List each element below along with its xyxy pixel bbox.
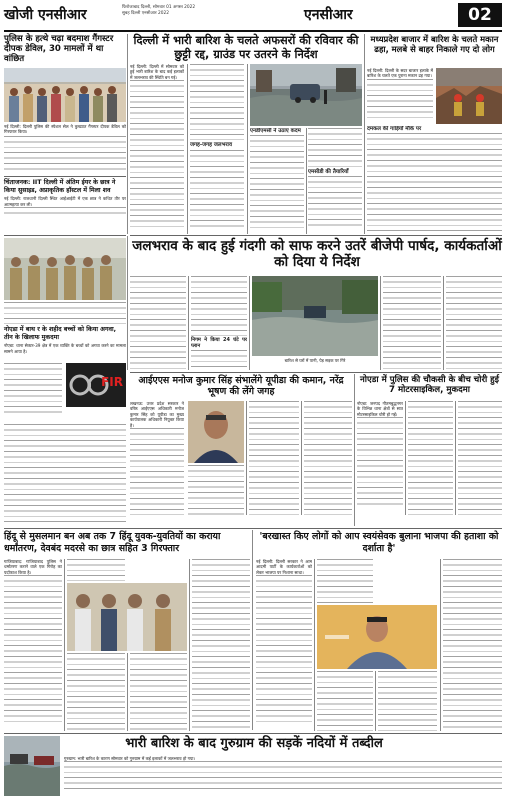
center-subhead: जगह-जगह जलभराव bbox=[190, 142, 232, 148]
center-col-3 bbox=[250, 128, 304, 234]
body-text-lines bbox=[190, 150, 244, 230]
column-rule bbox=[301, 401, 302, 515]
body-text-lines bbox=[190, 64, 244, 140]
separator bbox=[4, 235, 126, 236]
column-rule bbox=[443, 276, 444, 370]
right-top-story bbox=[367, 34, 502, 234]
flooded-road-graphic bbox=[250, 64, 362, 126]
garbage-cleanup-photo bbox=[252, 276, 378, 356]
speaker-at-podium-graphic bbox=[317, 605, 437, 669]
mid-col-2 bbox=[191, 276, 247, 370]
center-subhead-2: एनडीएमसी ने उठाए कदम bbox=[250, 128, 301, 134]
body-text-lines bbox=[443, 559, 502, 731]
aap-headline: 'बरखास्त किए लोगों को आप स्वयंसेवक बुलाना भाजपा की हताशा को दर्शाता है' bbox=[259, 531, 499, 554]
bike-theft-headline: नोएडा में पुलिस की चौकसी के बीच चोरी हुई 7 मोटरसाइकिल, मुकदमा bbox=[360, 375, 499, 396]
gurugram-lead: गुरुग्राम: भारी बारिश के कारण सोमवार को गुरुग्राम में कई इलाकों में जलभराव हो गया। bbox=[64, 756, 196, 761]
body-text-lines bbox=[357, 417, 403, 507]
body-text-lines bbox=[4, 363, 62, 415]
ias-col-4 bbox=[304, 401, 352, 515]
body-text-lines bbox=[4, 302, 126, 324]
aap-lead: नई दिल्ली: दिल्ली सरकार ने आम आदमी पार्टी के कार्यकर्ताओं को लेकर भाजपा पर निशाना साधा। bbox=[256, 559, 312, 575]
center-top-lead: नई दिल्ली: दिल्ली में सोमवार को हुई भारी बारिश के बाद कई इलाकों में जलभराव की स्थिति बन गई। bbox=[130, 64, 184, 80]
right-top-subhead: दमकल की गाड़ियाँ मौके पर bbox=[367, 126, 422, 132]
body-text-lines bbox=[130, 80, 184, 230]
masthead bbox=[4, 3, 502, 29]
column-rule bbox=[354, 374, 355, 526]
ias-headline: आईएएस मनोज कुमार सिंह संभालेंगे यूपीडा की कमान, नरेंद्र भूषण की लेंगे जगह bbox=[138, 375, 344, 398]
column-rule bbox=[455, 401, 456, 515]
ias-col-1 bbox=[130, 401, 184, 515]
bike-col-2 bbox=[408, 401, 453, 515]
body-text-lines bbox=[317, 671, 373, 731]
aap-col-4 bbox=[443, 559, 502, 731]
left-mid-headline: चिंताजनक: IIT दिल्ली में अंतिम ईयर के छात्र ने किया सुसाइड, अप्राकृतिक हॉस्टल में मिला शव bbox=[4, 179, 116, 194]
accused-photo bbox=[67, 583, 187, 651]
body-text-lines bbox=[130, 428, 184, 515]
police-officers-graphic bbox=[4, 238, 126, 300]
body-text-lines bbox=[304, 401, 352, 515]
section-title: एनसीआर bbox=[304, 7, 353, 23]
flood-street-photo bbox=[250, 64, 362, 126]
ias-col-2 bbox=[188, 465, 244, 515]
issue-meta bbox=[122, 5, 242, 17]
left-bottom-intro bbox=[4, 302, 126, 324]
body-text-lines bbox=[130, 276, 186, 370]
fir-handcuff-graphic bbox=[66, 363, 126, 407]
mid-band-story bbox=[132, 238, 502, 271]
conversion-headline: हिंदू से मुसलमान बन अब तक 7 हिंदू युवक-युवतियों का कराया धर्मांतरण, देवबंद मदरसे का छात्र सहित 3 गिरफ्तार bbox=[4, 531, 221, 554]
aap-story bbox=[256, 531, 502, 731]
right-top-lead: नई दिल्ली: दिल्ली के सदर बाजार इलाके में बारिश के चलते एक पुराना मकान ढह गया। bbox=[367, 68, 433, 79]
center-col-2 bbox=[190, 64, 244, 234]
brand-logo: खोजी एनसीआर bbox=[4, 3, 116, 27]
column-rule bbox=[440, 559, 441, 731]
police-group-photo bbox=[4, 238, 126, 300]
mid-photo-caption: बारिश से घरों में पानी, पेड़ सड़क पर गिरे bbox=[284, 358, 346, 363]
bike-theft-story bbox=[357, 375, 502, 525]
body-text-lines bbox=[317, 559, 373, 603]
body-text-lines bbox=[256, 575, 312, 725]
column-rule bbox=[247, 64, 248, 234]
body-text-lines bbox=[67, 559, 125, 581]
portrait-photo bbox=[188, 401, 244, 463]
conversion-lead: गाजियाबाद: गाजियाबाद पुलिस ने धर्मांतरण कराने वाले एक गिरोह का पर्दाफाश किया है। bbox=[4, 559, 62, 575]
waterlogged-street-graphic bbox=[252, 276, 378, 356]
gurugram-body bbox=[64, 756, 502, 796]
body-text-lines bbox=[130, 653, 187, 731]
column-rule bbox=[127, 653, 128, 731]
left-mid-lead: नई दिल्ली: राजधानी दिल्ली स्थित आईआईटी में एक छात्र ने कथित तौर पर आत्महत्या कर ली। bbox=[4, 196, 126, 207]
body-text-lines bbox=[4, 424, 126, 526]
separator bbox=[130, 372, 502, 373]
ias-col-3 bbox=[249, 401, 299, 515]
left-bottom-lower bbox=[4, 363, 126, 415]
aap-col-2 bbox=[317, 671, 373, 731]
column-rule bbox=[306, 128, 307, 234]
mid-col-4 bbox=[383, 276, 441, 370]
issue-date-line: फिरोजाबाद दिल्ली, सोमवार 01 अगस्त 2022 bbox=[122, 5, 196, 10]
mid-band-subhead: निगम ने किया 24 घंटे पर प्लान bbox=[191, 337, 247, 349]
column-rule bbox=[189, 559, 190, 731]
column-rule bbox=[127, 34, 128, 234]
body-text-lines bbox=[4, 575, 62, 725]
bike-col-1 bbox=[357, 401, 403, 515]
body-text-lines bbox=[446, 276, 502, 370]
mid-band-body bbox=[130, 276, 502, 370]
body-text-lines bbox=[458, 401, 502, 515]
column-rule bbox=[246, 401, 247, 515]
body-text-lines bbox=[308, 176, 362, 230]
left-mid-story bbox=[4, 179, 126, 233]
separator bbox=[4, 733, 502, 734]
separator bbox=[4, 176, 126, 177]
fir-label: FIR bbox=[101, 375, 123, 390]
body-text-lines bbox=[64, 761, 502, 793]
politician-photo bbox=[317, 605, 437, 669]
collapse-rescue-photo bbox=[436, 68, 502, 124]
body-text-lines bbox=[250, 135, 304, 231]
bike-col-3 bbox=[458, 401, 502, 515]
ias-story bbox=[130, 375, 352, 525]
group-photo-graphic bbox=[4, 68, 126, 122]
flooded-vehicles-graphic bbox=[4, 736, 60, 796]
body-text-lines bbox=[378, 671, 437, 731]
mid-band-headline: जलभराव के बाद हुई गंदगी को साफ करने उतरें बीजेपी पार्षद, कार्यकर्ताओं को दिया ये निर्देश bbox=[132, 238, 502, 271]
aap-col-3 bbox=[378, 671, 437, 731]
gurugram-headline: भारी बारिश के बाद गुरुग्राम की सड़कें नदियों में तब्दील bbox=[125, 736, 383, 751]
conv-col-4 bbox=[192, 559, 250, 731]
bike-theft-lead: नोएडा: जनपद गौतमबुद्धनगर के विभिन्न थाना क्षेत्रों से सात मोटरसाइकिल चोरी हो गईं। bbox=[357, 401, 403, 417]
left-bottom-headline: नोएडा में बाथ र के शहीद बच्चों को किया अगवा, तीन के खिलाफ मुकदमा bbox=[4, 326, 117, 341]
official-portrait-graphic bbox=[188, 401, 244, 463]
aap-col-1 bbox=[256, 559, 312, 731]
column-rule bbox=[252, 530, 253, 730]
center-top-headline: दिल्ली में भारी बारिश के चलते अफसरों की रविवार की छुट्टी रद्द, ग्राउंड पर उतरने के निर्देश bbox=[133, 33, 359, 61]
column-rule bbox=[187, 64, 188, 234]
left-bottom-story bbox=[4, 302, 126, 422]
aap-col-2-top bbox=[317, 559, 373, 603]
left-top-photo bbox=[4, 68, 126, 122]
column-rule bbox=[127, 236, 128, 370]
column-rule bbox=[364, 34, 365, 234]
right-top-headline: मध्यप्रदेश बाजार में बारिश के चलते मकान ढहा, मलबे से बाहर निकाले गए दो लोग bbox=[370, 34, 499, 55]
center-subhead-3: एमसीडी की तैयारियाँ bbox=[308, 169, 349, 175]
gurugram-flood-photo bbox=[4, 736, 60, 796]
left-top-lead: नई दिल्ली: दिल्ली पुलिस की स्पेशल सेल ने कुख्यात गैंगस्टर दीपक डेविल को गिरफ्तार किया। bbox=[4, 124, 126, 135]
column-rule bbox=[375, 671, 376, 731]
body-text-lines bbox=[308, 128, 362, 168]
mid-col-5 bbox=[446, 276, 502, 370]
body-text-lines bbox=[191, 276, 247, 336]
center-col-1 bbox=[130, 64, 184, 234]
issue-sub-line: सुबह दिल्ली एनसीआर 2022 bbox=[122, 11, 169, 16]
right-top-col-1 bbox=[367, 68, 433, 124]
body-text-lines bbox=[367, 133, 502, 233]
separator bbox=[130, 235, 502, 236]
body-text-lines bbox=[191, 350, 247, 370]
accused-persons-graphic bbox=[67, 583, 187, 651]
body-text-lines bbox=[4, 207, 126, 218]
body-text-lines bbox=[367, 79, 433, 119]
body-text-lines bbox=[4, 136, 126, 172]
left-bottom-body bbox=[4, 343, 126, 361]
body-text-lines bbox=[249, 401, 299, 515]
body-text-lines bbox=[408, 401, 453, 515]
left-top-story bbox=[4, 34, 126, 174]
left-continuation bbox=[4, 424, 126, 526]
left-top-body bbox=[4, 124, 126, 174]
page-number-badge: 02 bbox=[458, 3, 502, 27]
conv-col-3 bbox=[130, 653, 187, 731]
body-text-lines bbox=[67, 653, 125, 731]
gurugram-story bbox=[4, 736, 502, 798]
column-rule bbox=[405, 401, 406, 515]
left-top-headline: पुलिस के हत्थे चढ़ा बदमाश गैंगस्टर दीपक डेविल, 30 मामलों में था वांछित bbox=[4, 34, 114, 64]
rubble-graphic bbox=[436, 68, 502, 124]
column-rule bbox=[314, 559, 315, 731]
body-text-lines bbox=[188, 465, 244, 515]
column-rule bbox=[380, 276, 381, 370]
left-bottom-lead: नोएडा: थाना सेक्टर-39 क्षेत्र में एक व्यक्ति के बच्चों को अगवा करने का मामला सामने आया है। bbox=[4, 343, 126, 354]
conv-col-1 bbox=[4, 559, 62, 731]
right-top-body bbox=[367, 126, 502, 234]
conversion-story bbox=[4, 531, 250, 731]
body-text-lines bbox=[192, 559, 250, 731]
center-top-story bbox=[130, 34, 362, 234]
left-bottom-col bbox=[4, 363, 62, 415]
conv-col-2 bbox=[67, 653, 125, 731]
header-rule bbox=[4, 30, 502, 32]
body-text-lines bbox=[383, 276, 441, 370]
separator bbox=[4, 528, 502, 529]
column-rule bbox=[249, 276, 250, 370]
mid-col-1 bbox=[130, 276, 186, 370]
column-rule bbox=[188, 276, 189, 370]
ias-lead: लखनऊ: उत्तर प्रदेश सरकार ने वरिष्ठ आईएएस अधिकारी मनोज कुमार सिंह को यूपीडा का मुख्य कार्यपालक अधिकारी नियुक्त किया है। bbox=[130, 401, 184, 428]
left-mid-body bbox=[4, 196, 126, 218]
conv-col-2-top bbox=[67, 559, 125, 581]
center-col-4 bbox=[308, 128, 362, 234]
column-rule bbox=[64, 559, 65, 731]
